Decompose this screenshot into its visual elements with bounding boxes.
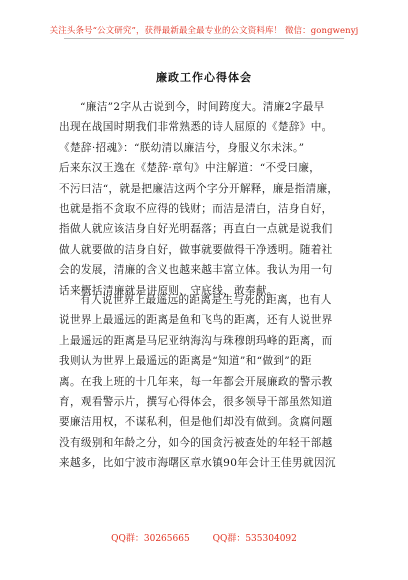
- text-line: 做人就要做的洁身自好，做事就要做得干净透明。随着社: [59, 243, 333, 256]
- text-line: 育，观看警示片，撰写心得体会，很多领导干部虽然知道: [59, 395, 333, 408]
- text-line: 话来概括清廉就是讲原则、守底线、敢奉献。: [59, 284, 278, 297]
- footer-qq-group-2: QQ群：535304092: [212, 534, 297, 544]
- page-footer: [0, 531, 408, 544]
- text-line: 说世界上最遥远的距离是鱼和飞鸟的距离，还有人说世界: [59, 314, 333, 327]
- text-line: 后来东汉王逸在《楚辞·章句》中注解道：“不受曰廉，: [59, 162, 321, 175]
- text-line: 上最遥远的距离是马尼亚纳海沟与珠穆朗玛峰的距离，而: [59, 334, 333, 347]
- footer-qq-group-1: QQ群：30265665: [111, 534, 190, 544]
- text-line: “廉洁”2字从古说到今，时间跨度大。清廉2字最早: [80, 101, 325, 113]
- document-title: 廉政工作心得体会: [156, 71, 252, 84]
- text-line: 有人说世界上最遥远的距离是生与死的距离，也有人: [80, 294, 332, 306]
- text-line: 我则认为世界上最遥远的距离是“知道”和“做到”的距: [59, 355, 312, 368]
- header-divider: [64, 38, 344, 39]
- text-line: 来越多，比如宁波市海曙区章水镇90年会计王佳男就因沉: [59, 457, 336, 470]
- page-header: 关注头条号“公文研究”，获得最新最全最专业的公文资料库！ 微信：gongwenyj: [49, 26, 359, 36]
- text-line: 没有级别和年龄之分，如今的国贪污被查处的年轻干部越: [59, 436, 333, 449]
- paragraph-1: [59, 97, 349, 301]
- text-line: 会的发展，清廉的含义也越来越丰富立体。我认为用一句: [59, 264, 333, 277]
- text-line: 《楚辞·招魂》：“朕幼清以廉洁兮，身服义尔未沫。”: [59, 141, 305, 154]
- text-line: 指做人就应该洁身自好光明磊落；再直白一点就是说我们: [59, 223, 333, 236]
- text-line: 不污曰洁“，就是把廉洁这两个字分开解释，廉是指清廉，: [59, 182, 339, 195]
- text-line: 也就是指不贪取不应得的钱财；而洁是清白，洁身自好，: [59, 202, 333, 215]
- text-line: 出现在战国时期我们非常熟悉的诗人屈原的《楚辞》中。: [59, 121, 333, 134]
- text-line: 离。在我上班的十几年来，每一年都会开展廉政的警示教: [59, 375, 333, 388]
- text-line: 要廉洁用权，不谋私利，但是他们却没有做到。贪腐问题: [59, 416, 333, 429]
- paragraph-2: [59, 290, 349, 474]
